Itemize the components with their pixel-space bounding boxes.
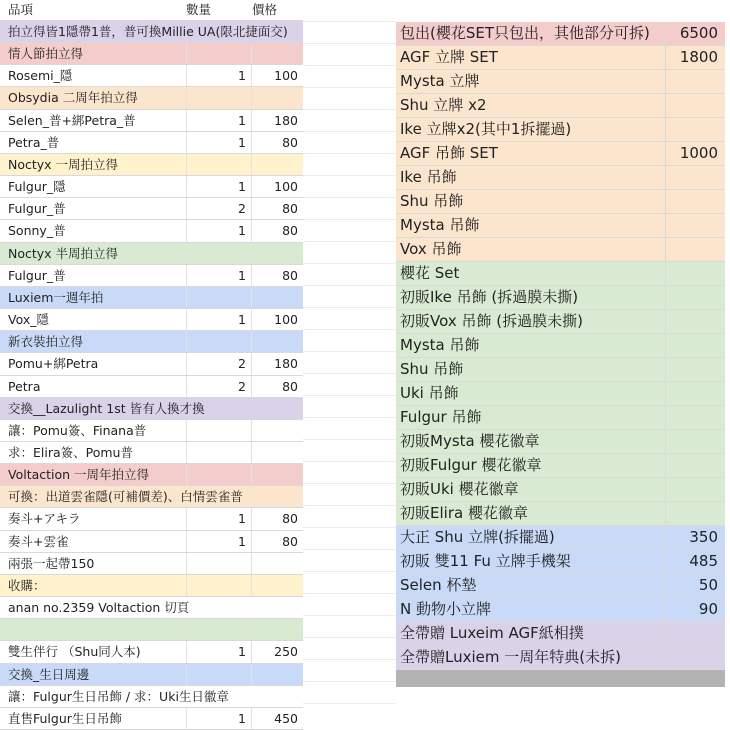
column-divider — [665, 406, 666, 429]
cell-item[interactable]: Ike 吊飾 — [400, 168, 457, 186]
cell-item[interactable]: AGF 吊飾 SET — [400, 144, 498, 162]
cell-item[interactable]: Selen 杯墊 — [400, 576, 477, 594]
cell-price[interactable]: 100 — [274, 179, 298, 195]
cell-price[interactable]: 100 — [274, 68, 298, 84]
cell-price[interactable]: 80 — [282, 223, 298, 239]
table-row — [396, 286, 725, 310]
table-row — [0, 198, 303, 220]
column-divider — [665, 334, 666, 357]
column-divider — [186, 664, 187, 685]
table-row — [0, 664, 303, 686]
cell-item[interactable]: 奏斗+アキラ — [8, 511, 81, 527]
table-row — [0, 21, 303, 43]
table-row — [0, 220, 303, 242]
table-row — [396, 406, 725, 430]
right-sheet-table — [396, 0, 725, 670]
header-item[interactable]: 品項 — [8, 2, 34, 17]
table-row — [0, 575, 303, 597]
table-row — [0, 265, 303, 287]
cell-item[interactable]: Fulgur_隱 — [8, 179, 66, 195]
cell-qty[interactable]: 1 — [238, 134, 246, 150]
cell-item[interactable]: 初販Ike 吊飾 (拆過膜未撕) — [400, 288, 579, 306]
column-divider — [251, 287, 252, 308]
cell-qty[interactable]: 1 — [238, 223, 246, 239]
column-divider — [186, 464, 187, 485]
cell-item[interactable]: Noctyx 一周拍立得 — [8, 156, 119, 172]
table-row — [396, 334, 725, 358]
table-row — [0, 287, 303, 309]
cell-item[interactable]: Ike 立牌x2(其中1拆擺過) — [400, 120, 572, 138]
table-row — [396, 214, 725, 238]
cell-qty[interactable]: 1 — [238, 179, 246, 195]
table-row — [0, 353, 303, 375]
cell-qty[interactable]: 1 — [238, 267, 246, 283]
cell-item[interactable]: 全帶贈Luxiem 一周年特典(未拆) — [400, 648, 621, 666]
cell-item[interactable]: 全帶贈 Luxeim AGF紙相撲 — [400, 624, 584, 642]
column-divider — [186, 154, 187, 175]
cell-price[interactable]: 80 — [282, 533, 298, 549]
table-row — [0, 87, 303, 109]
column-divider — [186, 243, 187, 264]
table-row — [396, 22, 725, 46]
column-divider — [251, 664, 252, 685]
cell-qty[interactable]: 1 — [238, 644, 246, 660]
table-row — [0, 464, 303, 486]
cell-item[interactable]: Shu 立牌 x2 — [400, 96, 487, 114]
cell-price[interactable]: 180 — [274, 112, 298, 128]
cell-price[interactable]: 80 — [282, 267, 298, 283]
table-row — [0, 376, 303, 398]
cell-item[interactable]: 情人節拍立得 — [8, 46, 84, 62]
cell-item[interactable]: Fulgur_普 — [8, 201, 66, 217]
cell-item[interactable]: 雙生伴行 （Shu同人本) — [8, 644, 141, 660]
cell-item[interactable]: Petra — [8, 378, 41, 394]
cell-item[interactable]: 新衣裝拍立得 — [8, 334, 84, 350]
cell-price[interactable]: 80 — [282, 378, 298, 394]
cell-item[interactable]: 求：Elira簽、Pomu普 — [8, 444, 133, 460]
cell-item[interactable]: Mysta 吊飾 — [400, 336, 480, 354]
cell-qty[interactable]: 2 — [238, 378, 246, 394]
table-row — [396, 646, 725, 670]
cell-price[interactable]: 250 — [274, 644, 298, 660]
cell-price[interactable]: 485 — [689, 552, 718, 570]
column-divider — [665, 358, 666, 381]
cell-item[interactable]: 奏斗+雲雀 — [8, 533, 69, 549]
column-divider — [251, 420, 252, 441]
cell-qty[interactable]: 1 — [238, 312, 246, 328]
table-row — [0, 398, 303, 420]
table-row — [0, 43, 303, 65]
cell-item[interactable]: Mysta 立牌 — [400, 72, 480, 90]
table-row — [396, 142, 725, 166]
table-row — [0, 110, 303, 132]
column-divider — [186, 619, 187, 640]
table-row — [0, 132, 303, 154]
column-divider — [186, 420, 187, 441]
cell-item[interactable]: 櫻花 Set — [400, 264, 460, 282]
table-row — [396, 454, 725, 478]
cell-item[interactable]: Vox 吊飾 — [400, 240, 462, 258]
column-divider — [251, 331, 252, 352]
empty-grid-area — [303, 0, 396, 723]
table-row — [0, 309, 303, 331]
table-row — [0, 420, 303, 442]
column-divider — [186, 287, 187, 308]
cell-qty[interactable]: 1 — [238, 511, 246, 527]
cell-item[interactable]: 讓：Pomu簽、Finana普 — [8, 422, 147, 438]
column-divider — [186, 553, 187, 574]
table-row — [0, 597, 303, 619]
column-divider — [251, 43, 252, 64]
cell-item[interactable]: Shu 吊飾 — [400, 360, 464, 378]
table-row — [0, 331, 303, 353]
cell-price[interactable]: 50 — [698, 576, 718, 594]
column-divider — [251, 442, 252, 463]
cell-item[interactable]: 初販Elira 櫻花徽章 — [400, 504, 528, 522]
table-row — [396, 310, 725, 334]
table-row — [396, 358, 725, 382]
table-row — [0, 486, 303, 508]
column-divider — [251, 87, 252, 108]
column-divider — [251, 464, 252, 485]
table-row — [0, 708, 303, 730]
column-divider — [665, 190, 666, 213]
table-row — [396, 46, 725, 70]
cell-item[interactable]: Noctyx 半周拍立得 — [8, 245, 119, 261]
cell-item[interactable]: Rosemi_隱 — [8, 68, 73, 84]
table-row — [396, 622, 725, 646]
cell-item[interactable]: 交換_生日周邊 — [8, 666, 90, 682]
cell-item[interactable]: 初販Mysta 櫻花徽章 — [400, 432, 540, 450]
table-row — [396, 550, 725, 574]
column-divider — [665, 382, 666, 405]
right-rows — [396, 22, 725, 670]
cell-item[interactable]: 初販Fulgur 櫻花徽章 — [400, 456, 542, 474]
column-divider — [665, 238, 666, 261]
left-sheet-table — [0, 0, 303, 730]
column-divider — [665, 502, 666, 525]
cell-price[interactable]: 90 — [698, 600, 718, 618]
cell-qty[interactable]: 1 — [238, 112, 246, 128]
header-qty[interactable]: 數量 — [186, 2, 212, 17]
column-divider — [665, 70, 666, 93]
cell-item[interactable]: Uki 吊飾 — [400, 384, 459, 402]
cell-qty[interactable]: 2 — [238, 356, 246, 372]
cell-item[interactable]: Voltaction 一周年拍立得 — [8, 467, 150, 483]
cell-item[interactable]: Luxiem一週年拍 — [8, 289, 104, 305]
cell-item[interactable]: Obsydia 二周年拍立得 — [8, 90, 138, 106]
table-row — [0, 508, 303, 530]
table-row — [0, 442, 303, 464]
table-row — [0, 176, 303, 198]
column-divider — [665, 310, 666, 333]
table-row — [396, 94, 725, 118]
cell-item[interactable]: 包出(櫻花SET只包出，其他部分可拆) — [400, 24, 650, 42]
table-row — [0, 154, 303, 176]
table-row — [396, 262, 725, 286]
table-row — [396, 382, 725, 406]
gray-filler-row — [396, 670, 725, 687]
cell-item[interactable]: 拍立得皆1隱帶1普，普可換Millie UA(限北捷面交) — [8, 24, 288, 39]
cell-price[interactable]: 80 — [282, 134, 298, 150]
table-header-row — [0, 0, 303, 21]
header-price[interactable]: 價格 — [252, 2, 278, 17]
column-divider — [186, 43, 187, 64]
cell-price[interactable]: 6500 — [679, 24, 718, 42]
cell-price[interactable]: 80 — [282, 201, 298, 217]
table-row — [396, 478, 725, 502]
table-row — [396, 598, 725, 622]
cell-item[interactable]: 兩張一起帶150 — [8, 555, 95, 571]
cell-price[interactable]: 100 — [274, 312, 298, 328]
column-divider — [665, 286, 666, 309]
cell-item[interactable]: 交換__Lazulight 1st 皆有人換才換 — [8, 400, 205, 416]
cell-qty[interactable]: 1 — [238, 533, 246, 549]
cell-item[interactable]: Mysta 吊飾 — [400, 216, 480, 234]
cell-item[interactable]: Selen_普+綁Petra_普 — [8, 112, 136, 128]
column-divider — [251, 575, 252, 596]
column-divider — [186, 442, 187, 463]
column-divider — [665, 214, 666, 237]
cell-item[interactable]: 初販 雙11 Fu 立牌手機架 — [400, 552, 571, 570]
cell-item[interactable]: 初販Uki 櫻花徽章 — [400, 480, 519, 498]
column-divider — [251, 553, 252, 574]
cell-price[interactable]: 80 — [282, 511, 298, 527]
table-row — [396, 430, 725, 454]
cell-item[interactable]: Petra_普 — [8, 134, 60, 150]
table-row — [396, 70, 725, 94]
table-row — [396, 502, 725, 526]
cell-item[interactable]: 讓：Fulgur生日吊飾 / 求：Uki生日徽章 — [8, 688, 229, 704]
column-divider — [186, 331, 187, 352]
column-divider — [665, 622, 666, 645]
table-row — [396, 574, 725, 598]
column-divider — [665, 166, 666, 189]
cell-item[interactable]: Fulgur 吊飾 — [400, 408, 482, 426]
cell-item[interactable]: N 動物小立牌 — [400, 600, 491, 618]
cell-price[interactable]: 1000 — [679, 144, 718, 162]
table-row — [396, 118, 725, 142]
cell-price[interactable]: 1800 — [679, 48, 718, 66]
cell-item[interactable]: Pomu+綁Petra — [8, 356, 99, 372]
cell-item[interactable]: Sonny_普 — [8, 223, 66, 239]
table-row — [0, 243, 303, 265]
table-row — [0, 553, 303, 575]
left-rows — [0, 21, 303, 730]
cell-item[interactable]: Fulgur_普 — [8, 267, 66, 283]
column-divider — [665, 478, 666, 501]
column-divider — [665, 646, 666, 669]
table-row — [0, 686, 303, 708]
table-row — [0, 641, 303, 663]
column-divider — [665, 262, 666, 285]
table-row — [0, 65, 303, 87]
cell-item[interactable]: AGF 立牌 SET — [400, 48, 498, 66]
cell-item[interactable]: Vox_隱 — [8, 312, 49, 328]
table-row — [396, 166, 725, 190]
cell-qty[interactable]: 1 — [238, 710, 246, 726]
cell-qty[interactable]: 2 — [238, 201, 246, 217]
table-row — [396, 238, 725, 262]
cell-price[interactable]: 450 — [274, 710, 298, 726]
cell-price[interactable]: 350 — [689, 528, 718, 546]
cell-item[interactable]: 收購： — [8, 577, 46, 593]
cell-item[interactable]: 初販Vox 吊飾 (拆過膜未撕) — [400, 312, 583, 330]
cell-qty[interactable]: 1 — [238, 68, 246, 84]
table-row — [0, 531, 303, 553]
cell-item[interactable]: anan no.2359 Voltaction 切頁 — [8, 600, 190, 616]
cell-item[interactable]: 可換：出道雲雀隱(可補價差)、白情雲雀普 — [8, 489, 243, 505]
cell-price[interactable]: 180 — [274, 356, 298, 372]
table-row — [396, 190, 725, 214]
column-divider — [665, 454, 666, 477]
column-divider — [665, 430, 666, 453]
column-divider — [251, 154, 252, 175]
table-row — [396, 526, 725, 550]
cell-item[interactable]: 直售Fulgur生日吊飾 — [8, 710, 122, 726]
cell-item[interactable]: Shu 吊飾 — [400, 192, 464, 210]
column-divider — [665, 118, 666, 141]
cell-item[interactable]: 大正 Shu 立牌(拆擺過) — [400, 528, 555, 546]
column-divider — [186, 87, 187, 108]
column-divider — [251, 619, 252, 640]
column-divider — [665, 94, 666, 117]
column-divider — [186, 575, 187, 596]
table-row — [0, 619, 303, 641]
column-divider — [251, 243, 252, 264]
